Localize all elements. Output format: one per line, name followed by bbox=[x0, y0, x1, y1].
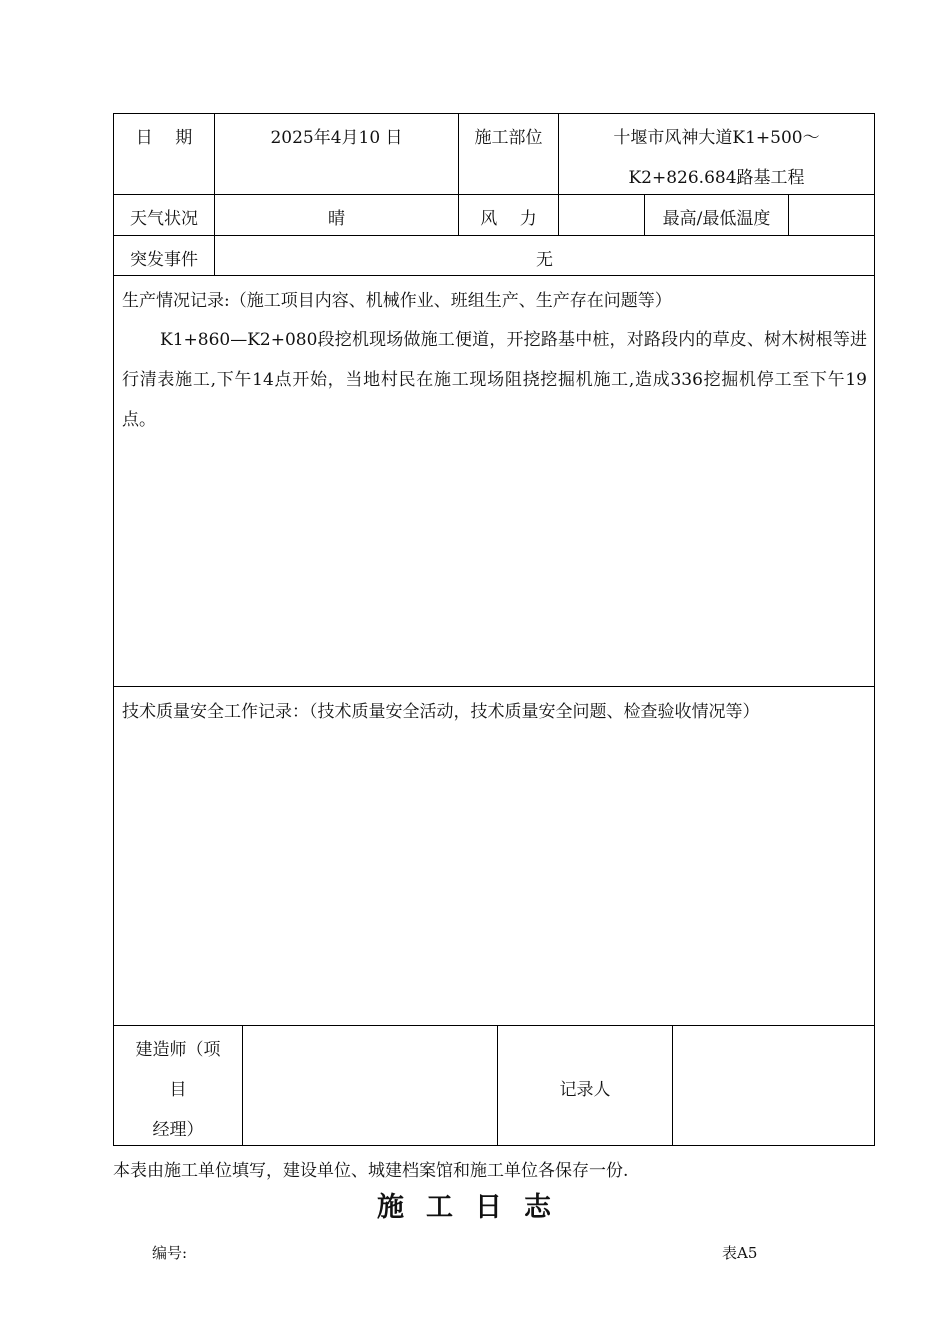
form-code: 表A5 bbox=[722, 1244, 758, 1262]
manager-label-line1: 建造师（项 bbox=[135, 1040, 221, 1060]
footer-note: 本表由施工单位填写，建设单位、城建档案馆和施工单位各保存一份. bbox=[113, 1161, 629, 1181]
col-divider-h bbox=[672, 1025, 673, 1146]
table-border-top bbox=[113, 113, 875, 114]
weather-value: 晴 bbox=[328, 209, 345, 229]
date-value: 2025年4月10 日 bbox=[270, 128, 403, 148]
incident-value: 无 bbox=[536, 250, 553, 270]
manager-label-line2: 目 bbox=[169, 1080, 187, 1100]
serial-number-label: 编号: bbox=[152, 1244, 188, 1262]
location-value-line1: 十堰市风神大道K1+500～ bbox=[613, 128, 820, 148]
date-label: 日 期 bbox=[135, 128, 193, 148]
quality-heading: 技术质量安全工作记录：（技术质量安全活动，技术质量安全问题、检查验收情况等） bbox=[122, 702, 760, 722]
location-label: 施工部位 bbox=[474, 128, 543, 148]
manager-label-line3: 经理） bbox=[152, 1120, 204, 1140]
col-divider-e bbox=[788, 194, 789, 235]
weather-label: 天气状况 bbox=[130, 209, 198, 229]
row-divider-4 bbox=[113, 686, 875, 687]
recorder-label: 记录人 bbox=[559, 1080, 611, 1100]
incident-label: 突发事件 bbox=[130, 250, 198, 270]
row-divider-5 bbox=[113, 1025, 875, 1026]
production-text: K1+860—K2+080段挖机现场做施工便道，开挖路基中桩，对路段内的草皮、树木树根等进行清表施工,下午14点开始，当地村民在施工现场阻挠挖掘机施工,造成336挖掘机停工至下午19点。 bbox=[122, 330, 867, 430]
col-divider-f bbox=[242, 1025, 243, 1146]
table-border-right bbox=[874, 113, 875, 1146]
temperature-label: 最高/最低温度 bbox=[662, 209, 771, 229]
location-value-line2: K2+826.684路基工程 bbox=[628, 168, 805, 188]
production-heading: 生产情况记录:（施工项目内容、机械作业、班组生产、生产存在问题等） bbox=[122, 291, 672, 311]
document-title: 施工日志 bbox=[377, 1192, 573, 1223]
wind-label: 风 力 bbox=[480, 209, 537, 229]
